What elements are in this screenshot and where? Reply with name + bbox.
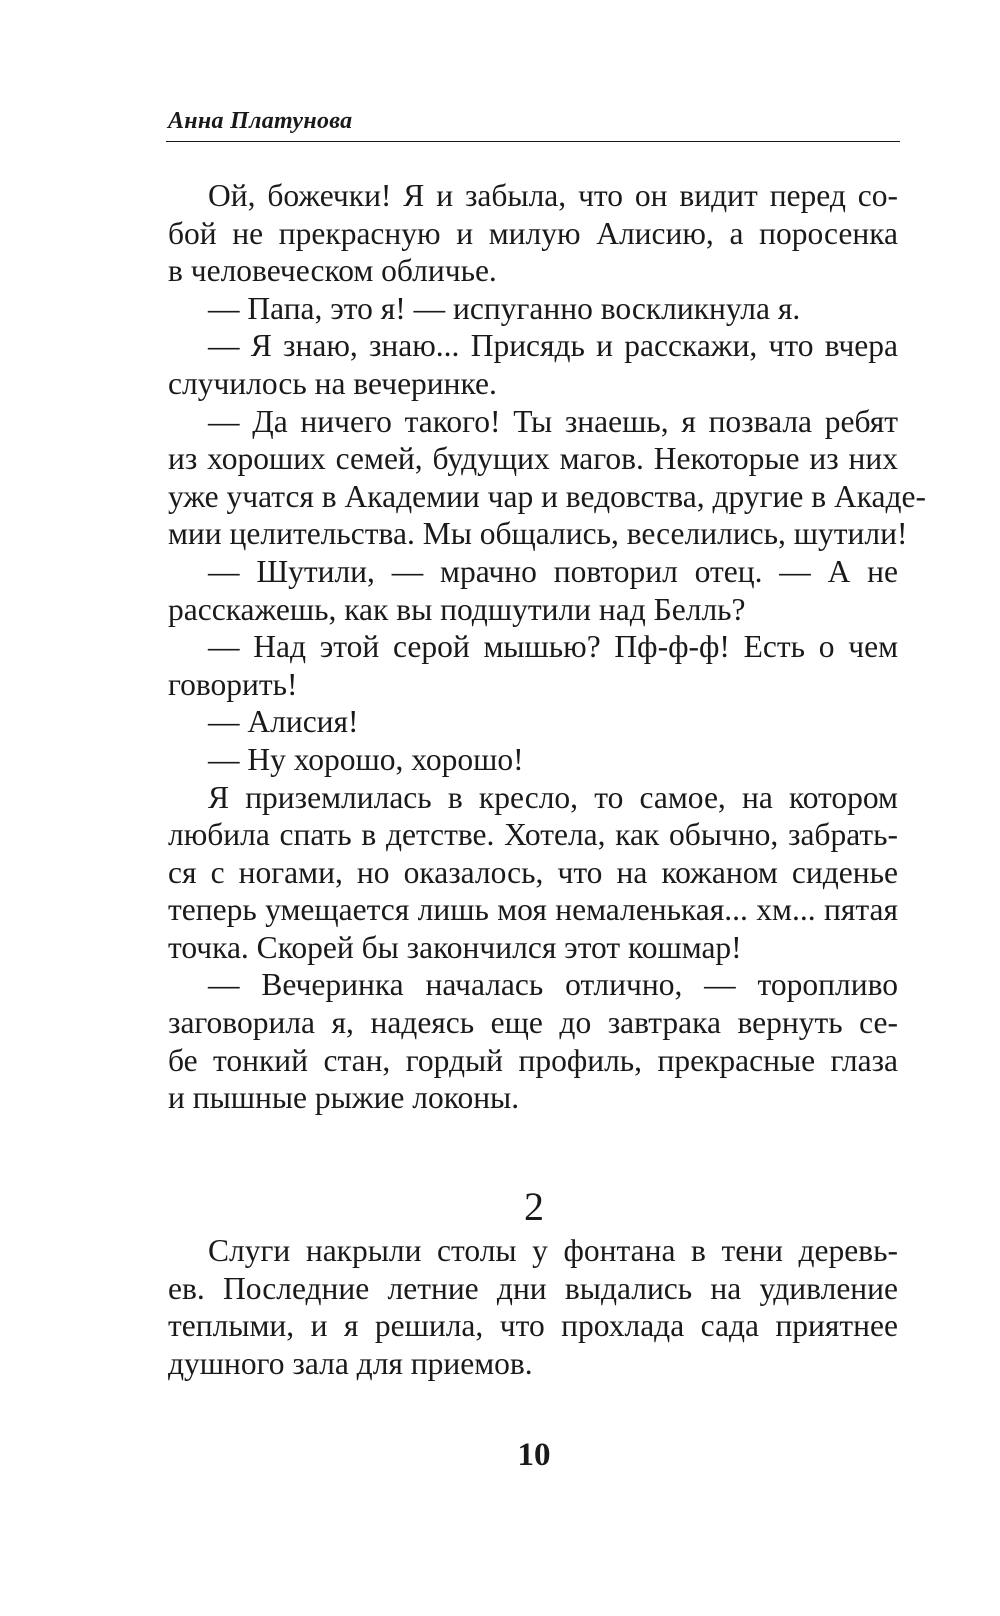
text-line: душного зала для приемов. bbox=[168, 1345, 533, 1381]
text-line: и пышные рыжие локоны. bbox=[168, 1080, 520, 1116]
text-line: любила спать в детстве. Хотела, как обычно, забрать- bbox=[168, 817, 898, 853]
text-line: — Я знаю, знаю... Присядь и расскажи, что вчера bbox=[208, 328, 898, 364]
header-author: Анна Платунова bbox=[168, 108, 353, 134]
text-line: расскажешь, как вы подшутили над Белль? bbox=[168, 591, 746, 627]
chapter-text bbox=[168, 1232, 898, 1382]
text-line: ся с ногами, но оказалось, что на кожаном сиденье bbox=[168, 854, 898, 890]
text-line: Слуги накрыли столы у фонтана в тени деревь- bbox=[208, 1233, 898, 1268]
text-line: теперь умещается лишь моя немаленькая... хм... пятая bbox=[168, 892, 898, 928]
text-line: бой не прекрасную и милую Алисию, а поросенка bbox=[168, 215, 898, 251]
text-line: — Ну хорошо, хорошо! bbox=[208, 741, 524, 777]
text-line: Я приземлилась в кресло, то самое, на котором bbox=[208, 779, 898, 815]
text-line: — Да ничего такого! Ты знаешь, я позвала ребят bbox=[208, 403, 898, 439]
text-line: — Над этой серой мышью? Пф-ф-ф! Есть о чем bbox=[208, 629, 898, 665]
text-line: случилось на вечеринке. bbox=[168, 365, 497, 401]
header-rule bbox=[166, 141, 900, 142]
page-number: 10 bbox=[517, 1437, 551, 1473]
chapter-number: 2 bbox=[524, 1184, 544, 1229]
body-text bbox=[168, 177, 927, 1117]
text-line: — Папа, это я! — испуганно воскликнула я. bbox=[208, 290, 801, 326]
text-line: из хороших семей, будущих магов. Некоторые из них bbox=[168, 441, 898, 477]
text-line: — Шутили, — мрачно повторил отец. — А не bbox=[208, 553, 898, 589]
text-line: теплыми, и я решила, что прохлада сада приятнее bbox=[168, 1308, 898, 1344]
text-line: — Алисия! bbox=[208, 704, 359, 740]
text-line: ев. Последние летние дни выдались на удивление bbox=[168, 1270, 898, 1306]
text-line: — Вечеринка началась отлично, — торопливо bbox=[208, 967, 898, 1003]
text-line: заговорила я, надеясь еще до завтрака вернуть се- bbox=[168, 1005, 898, 1041]
text-line: бе тонкий стан, гордый профиль, прекрасные глаза bbox=[168, 1042, 898, 1078]
text-line: мии целительства. Мы общались, веселились, шутили! bbox=[168, 516, 908, 552]
text-line: в человеческом обличье. bbox=[168, 253, 497, 289]
text-line: точка. Скорей бы закончился этот кошмар! bbox=[168, 929, 742, 965]
text-line: говорить! bbox=[168, 666, 298, 702]
text-line: Ой, божечки! Я и забыла, что он видит перед со- bbox=[208, 178, 898, 213]
text-line: уже учатся в Академии чар и ведовства, другие в Акаде- bbox=[168, 478, 927, 514]
